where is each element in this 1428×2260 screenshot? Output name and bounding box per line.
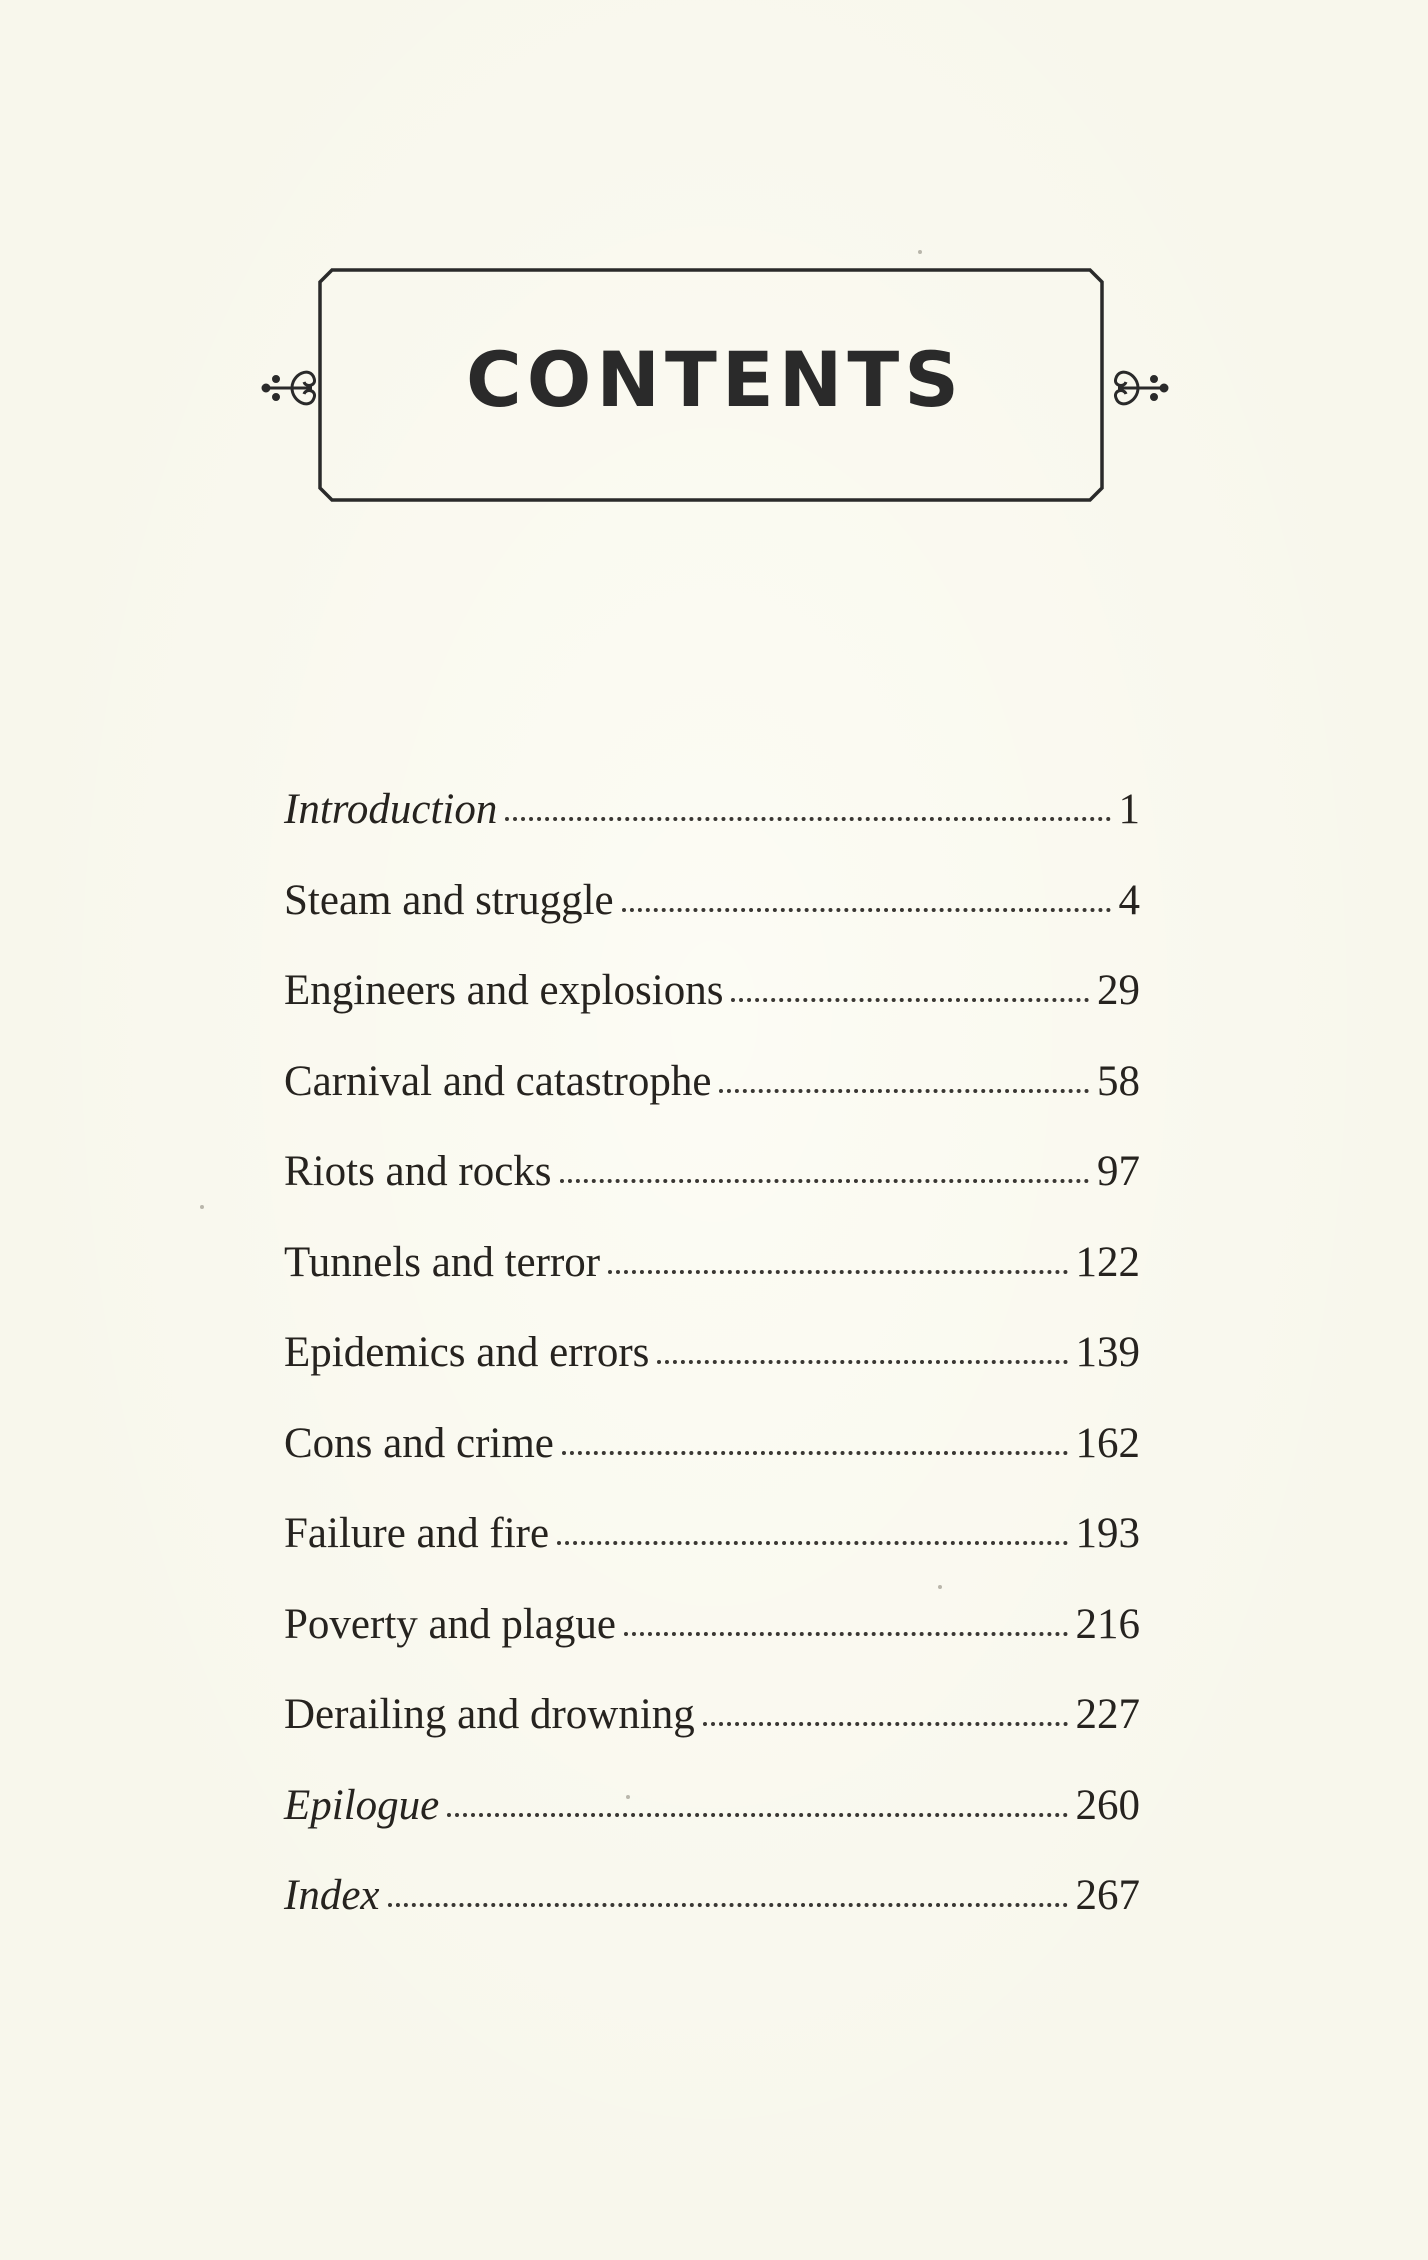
toc-entry[interactable] [284, 1150, 1140, 1241]
toc-entry[interactable] [284, 1693, 1140, 1784]
toc-entry-title: Cons and crime [284, 1419, 554, 1467]
toc-entry-page-number: 162 [1075, 1419, 1140, 1467]
toc-entry-page-number: 216 [1075, 1600, 1140, 1648]
paper-speck [918, 250, 922, 254]
toc-entry-title: Derailing and drowning [284, 1691, 695, 1738]
toc-entry-title: Failure and fire [284, 1510, 550, 1557]
toc-entry-title: Poverty and plague [284, 1600, 616, 1648]
toc-entry[interactable] [284, 969, 1140, 1060]
toc-entry-title: Riots and rocks [284, 1148, 552, 1195]
toc-entry-page-number: 97 [1097, 1148, 1140, 1195]
toc-entry-page-number: 260 [1075, 1781, 1140, 1829]
dot-leader [703, 1722, 1068, 1726]
paper-speck [938, 1585, 942, 1589]
toc-entry[interactable] [284, 1057, 1140, 1151]
dot-leader [624, 1632, 1068, 1636]
dot-leader [657, 1360, 1067, 1364]
dot-leader [447, 1813, 1067, 1817]
dot-leader [719, 1089, 1089, 1093]
toc-entry-page-number: 58 [1097, 1057, 1140, 1105]
toc-entry[interactable] [284, 788, 1140, 879]
toc-entry[interactable] [284, 1331, 1140, 1422]
toc-entry-title: Tunnels and terror [284, 1238, 601, 1286]
toc-entry-title: Epilogue [284, 1781, 440, 1829]
toc-entry-title: Steam and struggle [284, 876, 614, 924]
toc-entry-title: Engineers and explosions [284, 967, 724, 1014]
toc-entry[interactable] [284, 1781, 1140, 1875]
toc-entry-title: Introduction [284, 786, 498, 833]
toc-entry[interactable] [284, 1512, 1140, 1603]
scroll-ornament-icon [262, 372, 315, 404]
toc-entry-title: Epidemics and errors [284, 1329, 650, 1376]
dot-leader [622, 908, 1111, 912]
toc-entry-page-number: 1 [1118, 786, 1140, 833]
dot-leader [608, 1270, 1067, 1274]
toc-entry-page-number: 122 [1075, 1238, 1140, 1286]
toc-entry[interactable] [284, 1238, 1140, 1332]
paper-speck [626, 1795, 630, 1799]
toc-entry-page-number: 29 [1097, 967, 1140, 1014]
dot-leader [562, 1451, 1068, 1455]
toc-entry[interactable] [284, 1600, 1140, 1694]
table-of-contents [284, 788, 1140, 1965]
dot-leader [557, 1541, 1067, 1545]
toc-entry-page-number: 139 [1075, 1329, 1140, 1376]
toc-entry-page-number: 227 [1075, 1691, 1140, 1738]
dot-leader [388, 1903, 1068, 1907]
dot-leader [731, 998, 1089, 1002]
contents-header [250, 260, 1180, 510]
toc-entry[interactable] [284, 1874, 1140, 1965]
page-title: CONTENTS [466, 335, 964, 424]
toc-entry-page-number: 193 [1075, 1510, 1140, 1557]
toc-entry-page-number: 267 [1075, 1872, 1140, 1919]
scroll-ornament-icon [1115, 372, 1168, 404]
toc-entry[interactable] [284, 876, 1140, 970]
dot-leader [505, 817, 1110, 821]
toc-entry-title: Carnival and catastrophe [284, 1057, 712, 1105]
toc-entry[interactable] [284, 1419, 1140, 1513]
paper-speck [200, 1205, 204, 1209]
toc-entry-title: Index [284, 1872, 380, 1919]
dot-leader [560, 1179, 1089, 1183]
toc-entry-page-number: 4 [1118, 876, 1140, 924]
